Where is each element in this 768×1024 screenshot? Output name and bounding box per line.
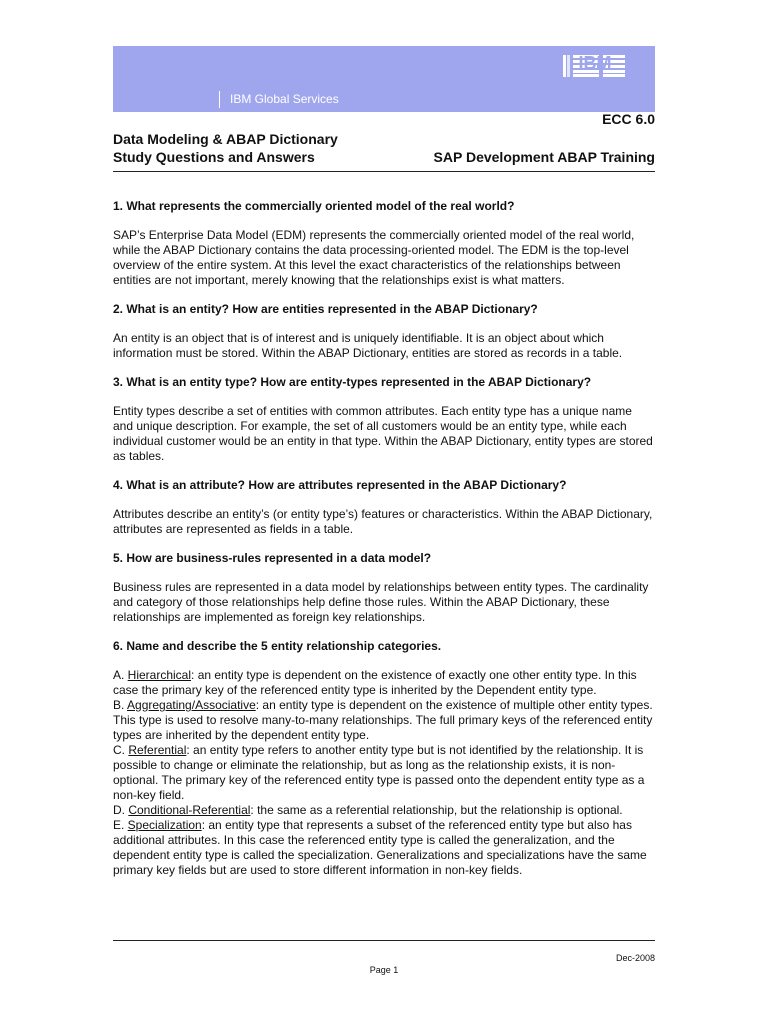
category-prefix: A.: [113, 668, 128, 682]
category-text: : an entity type that represents a subset of the referenced entity type but also has additional attributes. In this case the referenced entity type is called the generalization, and the dependent entity type is called the specialization. Generalizations and specializations have the same primary key fields but are used to store different information in non-key fields.: [113, 818, 647, 877]
category-item: [113, 668, 655, 698]
question-heading: 2. What is an entity? How are entities represented in the ABAP Dictionary?: [113, 302, 538, 316]
document-subtitle-left: Study Questions and Answers: [113, 149, 315, 165]
question-answer: Attributes describe an entity’s (or entity type’s) features or characteristics. Within the ABAP Dictionary, attributes are represented as fields in a table.: [113, 507, 653, 536]
question-answer: Business rules are represented in a data model by relationships between entity types. The cardinality and category of those relationships help define those rules. Within the ABAP Dictionary, these relationships are implemented as foreign key relationships.: [113, 580, 649, 624]
category-text: : the same as a referential relationship, but the relationship is optional.: [250, 803, 623, 817]
ibm-logo-text: IBM: [578, 53, 612, 73]
category-prefix: C.: [113, 743, 129, 757]
question-heading: 6. Name and describe the 5 entity relationship categories.: [113, 639, 442, 653]
header-banner: [113, 46, 655, 112]
banner-label: IBM Global Services: [230, 92, 339, 106]
page-number: Page 1: [369, 965, 399, 975]
document-title: Data Modeling & ABAP Dictionary: [113, 131, 338, 147]
category-text: : an entity type is dependent on the existence of exactly one other entity type. In this case the primary key of the referenced entity type is inherited by the Dependent entity type.: [113, 668, 637, 697]
category-term: Referential: [128, 743, 187, 757]
category-item: [113, 818, 655, 878]
question-5: [113, 551, 655, 625]
questions-content: [113, 199, 655, 878]
version-label: ECC 6.0: [602, 111, 655, 127]
category-term: Aggregating/Associative: [127, 698, 256, 712]
question-3: [113, 375, 655, 464]
header-rule: [113, 171, 655, 172]
question-1: [113, 199, 655, 288]
category-text: : an entity type refers to another entity type but is not identified by the relationship. It is possible to change or eliminate the relationship, but as long as the relationship exists, it is non-optional. The primary key of the referenced entity type is passed onto the dependent entity type as a non-key field.: [113, 743, 645, 802]
category-term: Conditional-Referential: [128, 803, 251, 817]
category-prefix: E.: [113, 818, 128, 832]
footer-rule: [113, 940, 655, 941]
banner-divider: [219, 91, 220, 108]
question-heading: 4. What is an attribute? How are attributes represented in the ABAP Dictionary?: [113, 478, 567, 492]
question-heading: 5. How are business-rules represented in a data model?: [113, 551, 432, 565]
category-item: [113, 698, 655, 743]
category-prefix: D.: [113, 803, 129, 817]
question-heading: 1. What represents the commercially oriented model of the real world?: [113, 199, 515, 213]
ibm-logo-icon: [563, 53, 627, 79]
category-term: Specialization: [127, 818, 202, 832]
question-2: [113, 302, 655, 361]
category-item: [113, 743, 655, 803]
category-prefix: B.: [113, 698, 128, 712]
category-item: [113, 803, 655, 818]
document-subtitle-right: SAP Development ABAP Training: [433, 149, 655, 165]
question-answer: Entity types describe a set of entities with common attributes. Each entity type has a unique name and unique description. For example, the set of all customers would be an entity type, while each individual customer would be an entity in that type. Within the ABAP Dictionary, entity types are stored as tables.: [113, 404, 653, 463]
question-4: [113, 478, 655, 537]
footer-date: Dec-2008: [615, 953, 655, 963]
category-term: Hierarchical: [127, 668, 192, 682]
question-answer: SAP’s Enterprise Data Model (EDM) represents the commercially oriented model of the real world, while the ABAP Dictionary contains the data processing-oriented model. The EDM is the top-level overview of the entire system. At this level the exact characteristics of the relationships between entities are not important, merely knowing that the relationships exist is what matters.: [113, 228, 635, 287]
question-6: [113, 639, 655, 878]
question-answer: An entity is an object that is of interest and is uniquely identifiable. It is an object about which information must be stored. Within the ABAP Dictionary, entities are stored as records in a table.: [113, 331, 623, 360]
category-text: : an entity type is dependent on the existence of multiple other entity types. This type is used to resolve many-to-many relationships. The full primary keys of the referenced entity types are inherited by the dependent entity type.: [113, 698, 653, 742]
question-heading: 3. What is an entity type? How are entity-types represented in the ABAP Dictionary?: [113, 375, 592, 389]
